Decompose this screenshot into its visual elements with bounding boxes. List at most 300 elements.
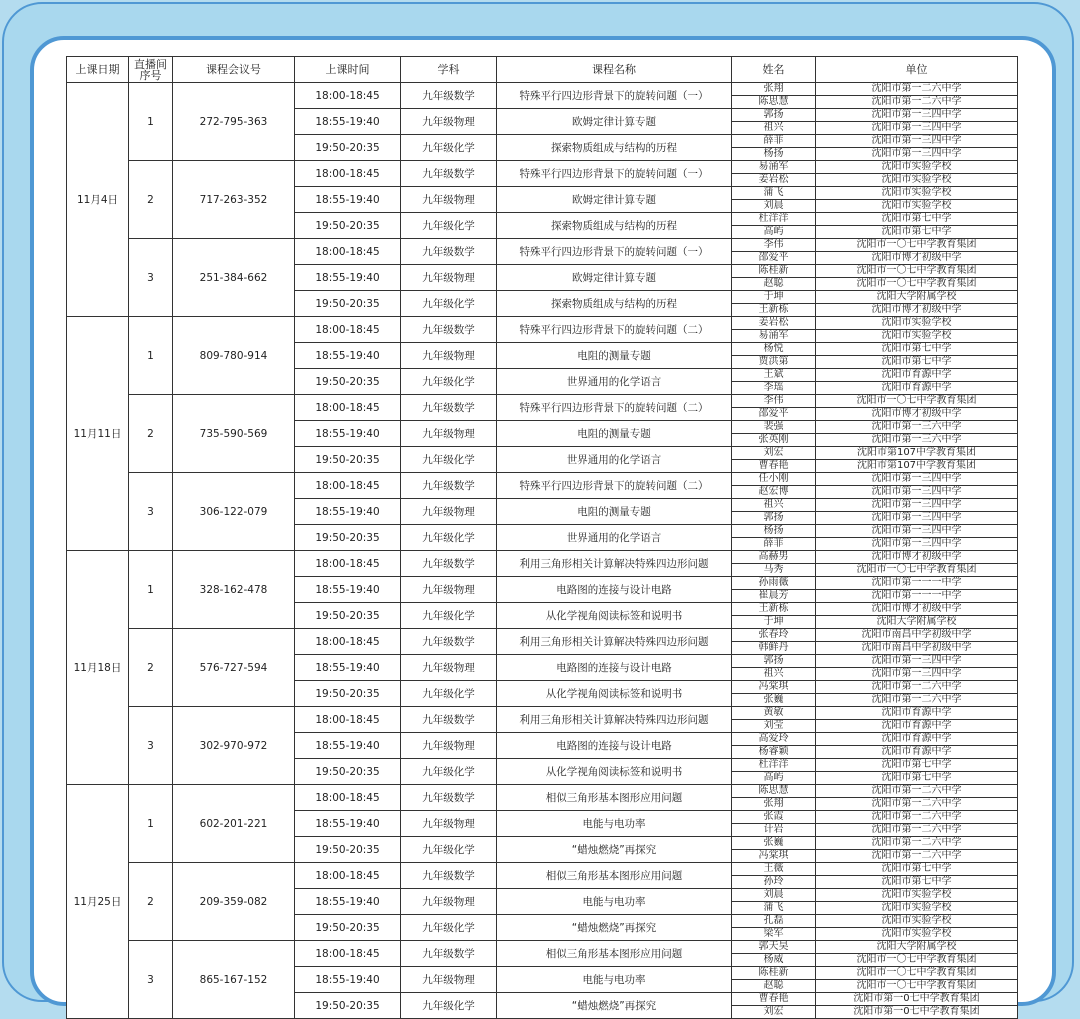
subject-cell: 九年级化学 [401, 525, 497, 551]
teacher-name-cell: 崔晨芳 [732, 590, 816, 603]
teacher-unit-cell: 沈阳市第一0七中学教育集团 [816, 1006, 1018, 1019]
teacher-unit-cell: 沈阳市第一三四中学 [816, 668, 1018, 681]
teacher-unit-cell: 沈阳市第七中学 [816, 343, 1018, 356]
teacher-unit-cell: 沈阳市第一二六中学 [816, 83, 1018, 96]
time-cell: 19:50-20:35 [295, 291, 401, 317]
header-name: 姓名 [732, 57, 816, 83]
subject-cell: 九年级数学 [401, 161, 497, 187]
time-cell: 19:50-20:35 [295, 447, 401, 473]
teacher-name-cell: 杨睿颖 [732, 746, 816, 759]
teacher-unit-cell: 沈阳市第一一一中学 [816, 590, 1018, 603]
subject-cell: 九年级数学 [401, 941, 497, 967]
time-cell: 18:55-19:40 [295, 577, 401, 603]
subject-cell: 九年级化学 [401, 915, 497, 941]
teacher-name-cell: 刘宏 [732, 1006, 816, 1019]
teacher-unit-cell: 沈阳市育源中学 [816, 733, 1018, 746]
table-row [67, 941, 1018, 954]
time-cell: 18:00-18:45 [295, 707, 401, 733]
teacher-unit-cell: 沈阳市第一二六中学 [816, 811, 1018, 824]
time-cell: 19:50-20:35 [295, 759, 401, 785]
course-cell: 电路图的连接与设计电路 [497, 733, 732, 759]
teacher-unit-cell: 沈阳市实验学校 [816, 902, 1018, 915]
course-cell: 探索物质组成与结构的历程 [497, 135, 732, 161]
time-cell: 19:50-20:35 [295, 681, 401, 707]
teacher-name-cell: 张翔 [732, 798, 816, 811]
schedule-table [66, 56, 1018, 1019]
subject-cell: 九年级化学 [401, 759, 497, 785]
course-cell: 从化学视角阅读标签和说明书 [497, 603, 732, 629]
teacher-name-cell: 曹春艳 [732, 460, 816, 473]
teacher-unit-cell: 沈阳市育源中学 [816, 382, 1018, 395]
time-cell: 18:55-19:40 [295, 421, 401, 447]
header-course: 课程名称 [497, 57, 732, 83]
meeting-id-cell: 272-795-363 [173, 83, 295, 161]
teacher-name-cell: 赵聪 [732, 980, 816, 993]
date-cell: 11月4日 [67, 83, 129, 317]
table-row [67, 707, 1018, 720]
course-cell: 特殊平行四边形背景下的旋转问题（一） [497, 161, 732, 187]
teacher-unit-cell: 沈阳市第一三四中学 [816, 538, 1018, 551]
teacher-name-cell: 杨威 [732, 954, 816, 967]
time-cell: 19:50-20:35 [295, 213, 401, 239]
teacher-unit-cell: 沈阳市第一三四中学 [816, 525, 1018, 538]
meeting-id-cell: 306-122-079 [173, 473, 295, 551]
teacher-name-cell: 郭扬 [732, 655, 816, 668]
teacher-unit-cell: 沈阳市第七中学 [816, 213, 1018, 226]
time-cell: 18:00-18:45 [295, 317, 401, 343]
teacher-unit-cell: 沈阳市实验学校 [816, 174, 1018, 187]
header-meeting-id: 课程会议号 [173, 57, 295, 83]
subject-cell: 九年级化学 [401, 213, 497, 239]
teacher-name-cell: 张英刚 [732, 434, 816, 447]
subject-cell: 九年级化学 [401, 681, 497, 707]
teacher-name-cell: 陈思慧 [732, 785, 816, 798]
time-cell: 18:55-19:40 [295, 889, 401, 915]
teacher-name-cell: 刘宏 [732, 447, 816, 460]
room-no-cell: 1 [129, 551, 173, 629]
meeting-id-cell: 209-359-082 [173, 863, 295, 941]
meeting-id-cell: 809-780-914 [173, 317, 295, 395]
teacher-name-cell: 杨扬 [732, 525, 816, 538]
teacher-name-cell: 王新栋 [732, 304, 816, 317]
subject-cell: 九年级数学 [401, 317, 497, 343]
room-no-cell: 3 [129, 239, 173, 317]
header-room-no: 直播间序号 [129, 57, 173, 83]
subject-cell: 九年级化学 [401, 993, 497, 1019]
subject-cell: 九年级物理 [401, 655, 497, 681]
teacher-name-cell: 蒲飞 [732, 902, 816, 915]
subject-cell: 九年级数学 [401, 551, 497, 577]
teacher-name-cell: 曹春艳 [732, 993, 816, 1006]
subject-cell: 九年级化学 [401, 135, 497, 161]
time-cell: 19:50-20:35 [295, 837, 401, 863]
time-cell: 19:50-20:35 [295, 915, 401, 941]
teacher-name-cell: 郭天昊 [732, 941, 816, 954]
teacher-unit-cell: 沈阳大学附属学校 [816, 941, 1018, 954]
teacher-name-cell: 李伟 [732, 395, 816, 408]
time-cell: 18:55-19:40 [295, 343, 401, 369]
meeting-id-cell: 302-970-972 [173, 707, 295, 785]
table-row [67, 785, 1018, 798]
teacher-name-cell: 陈思慧 [732, 96, 816, 109]
teacher-name-cell: 祖兴 [732, 499, 816, 512]
course-cell: 利用三角形相关计算解决特殊四边形问题 [497, 551, 732, 577]
teacher-unit-cell: 沈阳市博才初级中学 [816, 304, 1018, 317]
time-cell: 18:55-19:40 [295, 655, 401, 681]
table-row [67, 551, 1018, 564]
teacher-name-cell: 梁军 [732, 928, 816, 941]
course-cell: 相似三角形基本图形应用问题 [497, 941, 732, 967]
time-cell: 18:00-18:45 [295, 551, 401, 577]
course-cell: 探索物质组成与结构的历程 [497, 213, 732, 239]
subject-cell: 九年级物理 [401, 421, 497, 447]
teacher-unit-cell: 沈阳市实验学校 [816, 187, 1018, 200]
teacher-name-cell: 姜岩松 [732, 174, 816, 187]
teacher-name-cell: 任小刚 [732, 473, 816, 486]
course-cell: 欧姆定律计算专题 [497, 109, 732, 135]
teacher-unit-cell: 沈阳市育源中学 [816, 746, 1018, 759]
course-cell: “蜡烛燃烧”再探究 [497, 993, 732, 1019]
teacher-name-cell: 计岩 [732, 824, 816, 837]
teacher-unit-cell: 沈阳市第一二六中学 [816, 837, 1018, 850]
teacher-name-cell: 张翔 [732, 83, 816, 96]
teacher-unit-cell: 沈阳市一〇七中学教育集团 [816, 564, 1018, 577]
subject-cell: 九年级数学 [401, 473, 497, 499]
time-cell: 19:50-20:35 [295, 603, 401, 629]
time-cell: 19:50-20:35 [295, 993, 401, 1019]
teacher-unit-cell: 沈阳市一〇七中学教育集团 [816, 980, 1018, 993]
schedule-body [67, 83, 1018, 1019]
teacher-name-cell: 冯棠琪 [732, 850, 816, 863]
teacher-unit-cell: 沈阳市第一三四中学 [816, 486, 1018, 499]
teacher-unit-cell: 沈阳市育源中学 [816, 720, 1018, 733]
table-row [67, 83, 1018, 96]
teacher-name-cell: 王薇 [732, 863, 816, 876]
teacher-unit-cell: 沈阳市第七中学 [816, 863, 1018, 876]
subject-cell: 九年级物理 [401, 967, 497, 993]
room-no-cell: 3 [129, 941, 173, 1019]
time-cell: 18:55-19:40 [295, 187, 401, 213]
teacher-unit-cell: 沈阳市南昌中学初级中学 [816, 629, 1018, 642]
date-cell: 11月25日 [67, 785, 129, 1019]
teacher-name-cell: 杨扬 [732, 148, 816, 161]
teacher-name-cell: 韩鲜丹 [732, 642, 816, 655]
teacher-unit-cell: 沈阳市第一二六中学 [816, 96, 1018, 109]
teacher-unit-cell: 沈阳市一〇七中学教育集团 [816, 954, 1018, 967]
teacher-name-cell: 姜岩松 [732, 317, 816, 330]
teacher-unit-cell: 沈阳市博才初级中学 [816, 408, 1018, 421]
subject-cell: 九年级数学 [401, 239, 497, 265]
subject-cell: 九年级物理 [401, 343, 497, 369]
time-cell: 19:50-20:35 [295, 525, 401, 551]
teacher-unit-cell: 沈阳市实验学校 [816, 889, 1018, 902]
room-no-cell: 1 [129, 785, 173, 863]
course-cell: 特殊平行四边形背景下的旋转问题（二） [497, 473, 732, 499]
teacher-name-cell: 薛菲 [732, 538, 816, 551]
teacher-name-cell: 刘莹 [732, 720, 816, 733]
meeting-id-cell: 735-590-569 [173, 395, 295, 473]
table-row [67, 239, 1018, 252]
teacher-name-cell: 孔磊 [732, 915, 816, 928]
time-cell: 18:55-19:40 [295, 967, 401, 993]
date-cell: 11月18日 [67, 551, 129, 785]
teacher-unit-cell: 沈阳大学附属学校 [816, 291, 1018, 304]
course-cell: 利用三角形相关计算解决特殊四边形问题 [497, 707, 732, 733]
teacher-unit-cell: 沈阳市第一二六中学 [816, 694, 1018, 707]
room-no-cell: 1 [129, 83, 173, 161]
teacher-name-cell: 杜洋洋 [732, 213, 816, 226]
time-cell: 18:00-18:45 [295, 941, 401, 967]
date-cell: 11月11日 [67, 317, 129, 551]
teacher-name-cell: 张巍 [732, 694, 816, 707]
subject-cell: 九年级数学 [401, 395, 497, 421]
room-no-cell: 3 [129, 473, 173, 551]
teacher-name-cell: 赵宏博 [732, 486, 816, 499]
teacher-unit-cell: 沈阳市第一三六中学 [816, 421, 1018, 434]
time-cell: 19:50-20:35 [295, 135, 401, 161]
subject-cell: 九年级物理 [401, 811, 497, 837]
teacher-unit-cell: 沈阳市实验学校 [816, 928, 1018, 941]
teacher-name-cell: 薛菲 [732, 135, 816, 148]
teacher-unit-cell: 沈阳市育源中学 [816, 707, 1018, 720]
course-cell: “蜡烛燃烧”再探究 [497, 837, 732, 863]
meeting-id-cell: 251-384-662 [173, 239, 295, 317]
teacher-unit-cell: 沈阳市第一三四中学 [816, 135, 1018, 148]
teacher-unit-cell: 沈阳市第七中学 [816, 759, 1018, 772]
meeting-id-cell: 576-727-594 [173, 629, 295, 707]
teacher-name-cell: 黄敏 [732, 707, 816, 720]
table-row [67, 473, 1018, 486]
time-cell: 18:00-18:45 [295, 473, 401, 499]
header-unit: 单位 [816, 57, 1018, 83]
room-no-cell: 1 [129, 317, 173, 395]
subject-cell: 九年级物理 [401, 265, 497, 291]
teacher-name-cell: 孙玲 [732, 876, 816, 889]
teacher-unit-cell: 沈阳市第一三四中学 [816, 655, 1018, 668]
teacher-unit-cell: 沈阳市一〇七中学教育集团 [816, 239, 1018, 252]
teacher-unit-cell: 沈阳市第一0七中学教育集团 [816, 993, 1018, 1006]
subject-cell: 九年级数学 [401, 83, 497, 109]
room-no-cell: 2 [129, 161, 173, 239]
teacher-name-cell: 陈桂新 [732, 967, 816, 980]
teacher-name-cell: 祖兴 [732, 668, 816, 681]
teacher-unit-cell: 沈阳市第一三六中学 [816, 434, 1018, 447]
subject-cell: 九年级物理 [401, 889, 497, 915]
teacher-name-cell: 裴强 [732, 421, 816, 434]
teacher-name-cell: 易涌军 [732, 161, 816, 174]
teacher-unit-cell: 沈阳市第107中学教育集团 [816, 460, 1018, 473]
teacher-name-cell: 赵聪 [732, 278, 816, 291]
teacher-unit-cell: 沈阳市博才初级中学 [816, 603, 1018, 616]
teacher-name-cell: 于坤 [732, 616, 816, 629]
teacher-name-cell: 张春玲 [732, 629, 816, 642]
header-subject: 学科 [401, 57, 497, 83]
teacher-name-cell: 刘晨 [732, 889, 816, 902]
course-cell: 特殊平行四边形背景下的旋转问题（二） [497, 395, 732, 421]
time-cell: 18:00-18:45 [295, 83, 401, 109]
subject-cell: 九年级化学 [401, 291, 497, 317]
teacher-unit-cell: 沈阳市博才初级中学 [816, 551, 1018, 564]
course-cell: 探索物质组成与结构的历程 [497, 291, 732, 317]
subject-cell: 九年级化学 [401, 447, 497, 473]
meeting-id-cell: 865-167-152 [173, 941, 295, 1019]
teacher-unit-cell: 沈阳市实验学校 [816, 161, 1018, 174]
teacher-unit-cell: 沈阳市第七中学 [816, 356, 1018, 369]
teacher-name-cell: 郭扬 [732, 109, 816, 122]
teacher-name-cell: 郭扬 [732, 512, 816, 525]
time-cell: 18:00-18:45 [295, 629, 401, 655]
time-cell: 18:00-18:45 [295, 395, 401, 421]
teacher-unit-cell: 沈阳市育源中学 [816, 369, 1018, 382]
header-time: 上课时间 [295, 57, 401, 83]
course-cell: 电能与电功率 [497, 889, 732, 915]
teacher-unit-cell: 沈阳市第107中学教育集团 [816, 447, 1018, 460]
teacher-name-cell: 王斌 [732, 369, 816, 382]
teacher-name-cell: 杨悦 [732, 343, 816, 356]
teacher-name-cell: 高屿 [732, 226, 816, 239]
subject-cell: 九年级数学 [401, 863, 497, 889]
teacher-name-cell: 贾洪第 [732, 356, 816, 369]
teacher-unit-cell: 沈阳市第一三四中学 [816, 499, 1018, 512]
course-cell: 世界通用的化学语言 [497, 447, 732, 473]
time-cell: 18:00-18:45 [295, 239, 401, 265]
teacher-name-cell: 张巍 [732, 837, 816, 850]
teacher-unit-cell: 沈阳市实验学校 [816, 200, 1018, 213]
teacher-name-cell: 张霞 [732, 811, 816, 824]
teacher-name-cell: 蒲飞 [732, 187, 816, 200]
subject-cell: 九年级数学 [401, 785, 497, 811]
teacher-name-cell: 邵爱平 [732, 252, 816, 265]
teacher-name-cell: 孙雨薇 [732, 577, 816, 590]
teacher-unit-cell: 沈阳市第一二六中学 [816, 785, 1018, 798]
teacher-unit-cell: 沈阳市第一一一中学 [816, 577, 1018, 590]
teacher-name-cell: 杜洋洋 [732, 759, 816, 772]
teacher-unit-cell: 沈阳市第一二六中学 [816, 681, 1018, 694]
teacher-name-cell: 于坤 [732, 291, 816, 304]
teacher-unit-cell: 沈阳市第七中学 [816, 876, 1018, 889]
teacher-unit-cell: 沈阳市第一三四中学 [816, 122, 1018, 135]
teacher-name-cell: 邵爱平 [732, 408, 816, 421]
teacher-unit-cell: 沈阳市第一三四中学 [816, 109, 1018, 122]
time-cell: 18:55-19:40 [295, 499, 401, 525]
course-cell: 电能与电功率 [497, 811, 732, 837]
table-row [67, 395, 1018, 408]
teacher-unit-cell: 沈阳市第一三四中学 [816, 473, 1018, 486]
time-cell: 18:55-19:40 [295, 265, 401, 291]
teacher-unit-cell: 沈阳市第一二六中学 [816, 798, 1018, 811]
subject-cell: 九年级物理 [401, 733, 497, 759]
header-date: 上课日期 [67, 57, 129, 83]
course-cell: 电阻的测量专题 [497, 343, 732, 369]
table-row [67, 161, 1018, 174]
teacher-name-cell: 王新栋 [732, 603, 816, 616]
teacher-unit-cell: 沈阳市实验学校 [816, 915, 1018, 928]
course-cell: 特殊平行四边形背景下的旋转问题（二） [497, 317, 732, 343]
subject-cell: 九年级物理 [401, 187, 497, 213]
teacher-name-cell: 陈桂新 [732, 265, 816, 278]
subject-cell: 九年级化学 [401, 603, 497, 629]
table-row [67, 863, 1018, 876]
course-cell: 欧姆定律计算专题 [497, 265, 732, 291]
subject-cell: 九年级数学 [401, 707, 497, 733]
time-cell: 19:50-20:35 [295, 369, 401, 395]
room-no-cell: 3 [129, 707, 173, 785]
course-cell: 从化学视角阅读标签和说明书 [497, 681, 732, 707]
teacher-unit-cell: 沈阳市南昌中学初级中学 [816, 642, 1018, 655]
time-cell: 18:00-18:45 [295, 161, 401, 187]
time-cell: 18:55-19:40 [295, 733, 401, 759]
teacher-name-cell: 冯棠琪 [732, 681, 816, 694]
table-row [67, 629, 1018, 642]
course-cell: 电能与电功率 [497, 967, 732, 993]
time-cell: 18:55-19:40 [295, 109, 401, 135]
subject-cell: 九年级物理 [401, 109, 497, 135]
room-no-cell: 2 [129, 395, 173, 473]
teacher-name-cell: 李伟 [732, 239, 816, 252]
subject-cell: 九年级数学 [401, 629, 497, 655]
time-cell: 18:00-18:45 [295, 785, 401, 811]
meeting-id-cell: 328-162-478 [173, 551, 295, 629]
course-cell: “蜡烛燃烧”再探究 [497, 915, 732, 941]
teacher-unit-cell: 沈阳市一〇七中学教育集团 [816, 967, 1018, 980]
course-cell: 特殊平行四边形背景下的旋转问题（一） [497, 83, 732, 109]
teacher-name-cell: 高爱玲 [732, 733, 816, 746]
subject-cell: 九年级物理 [401, 499, 497, 525]
course-cell: 从化学视角阅读标签和说明书 [497, 759, 732, 785]
teacher-unit-cell: 沈阳市博才初级中学 [816, 252, 1018, 265]
teacher-unit-cell: 沈阳市一〇七中学教育集团 [816, 395, 1018, 408]
teacher-name-cell: 刘晨 [732, 200, 816, 213]
teacher-unit-cell: 沈阳市第一二六中学 [816, 850, 1018, 863]
teacher-name-cell: 易涌军 [732, 330, 816, 343]
teacher-unit-cell: 沈阳市实验学校 [816, 330, 1018, 343]
course-cell: 欧姆定律计算专题 [497, 187, 732, 213]
time-cell: 18:00-18:45 [295, 863, 401, 889]
course-cell: 电路图的连接与设计电路 [497, 655, 732, 681]
teacher-name-cell: 李瑶 [732, 382, 816, 395]
course-cell: 电阻的测量专题 [497, 421, 732, 447]
time-cell: 18:55-19:40 [295, 811, 401, 837]
teacher-name-cell: 高赫男 [732, 551, 816, 564]
teacher-unit-cell: 沈阳市一〇七中学教育集团 [816, 278, 1018, 291]
teacher-name-cell: 高屿 [732, 772, 816, 785]
subject-cell: 九年级物理 [401, 577, 497, 603]
course-cell: 相似三角形基本图形应用问题 [497, 785, 732, 811]
subject-cell: 九年级化学 [401, 369, 497, 395]
teacher-name-cell: 马秀 [732, 564, 816, 577]
teacher-unit-cell: 沈阳大学附属学校 [816, 616, 1018, 629]
course-cell: 特殊平行四边形背景下的旋转问题（一） [497, 239, 732, 265]
course-cell: 电路图的连接与设计电路 [497, 577, 732, 603]
teacher-unit-cell: 沈阳市第七中学 [816, 226, 1018, 239]
teacher-unit-cell: 沈阳市第一三四中学 [816, 148, 1018, 161]
room-no-cell: 2 [129, 863, 173, 941]
table-row [67, 317, 1018, 330]
teacher-unit-cell: 沈阳市实验学校 [816, 317, 1018, 330]
teacher-unit-cell: 沈阳市第一二六中学 [816, 824, 1018, 837]
table-header-row [67, 57, 1018, 83]
course-cell: 世界通用的化学语言 [497, 525, 732, 551]
meeting-id-cell: 717-263-352 [173, 161, 295, 239]
room-no-cell: 2 [129, 629, 173, 707]
course-cell: 相似三角形基本图形应用问题 [497, 863, 732, 889]
course-cell: 利用三角形相关计算解决特殊四边形问题 [497, 629, 732, 655]
teacher-unit-cell: 沈阳市第七中学 [816, 772, 1018, 785]
teacher-unit-cell: 沈阳市一〇七中学教育集团 [816, 265, 1018, 278]
meeting-id-cell: 602-201-221 [173, 785, 295, 863]
teacher-unit-cell: 沈阳市第一三四中学 [816, 512, 1018, 525]
course-cell: 电阻的测量专题 [497, 499, 732, 525]
